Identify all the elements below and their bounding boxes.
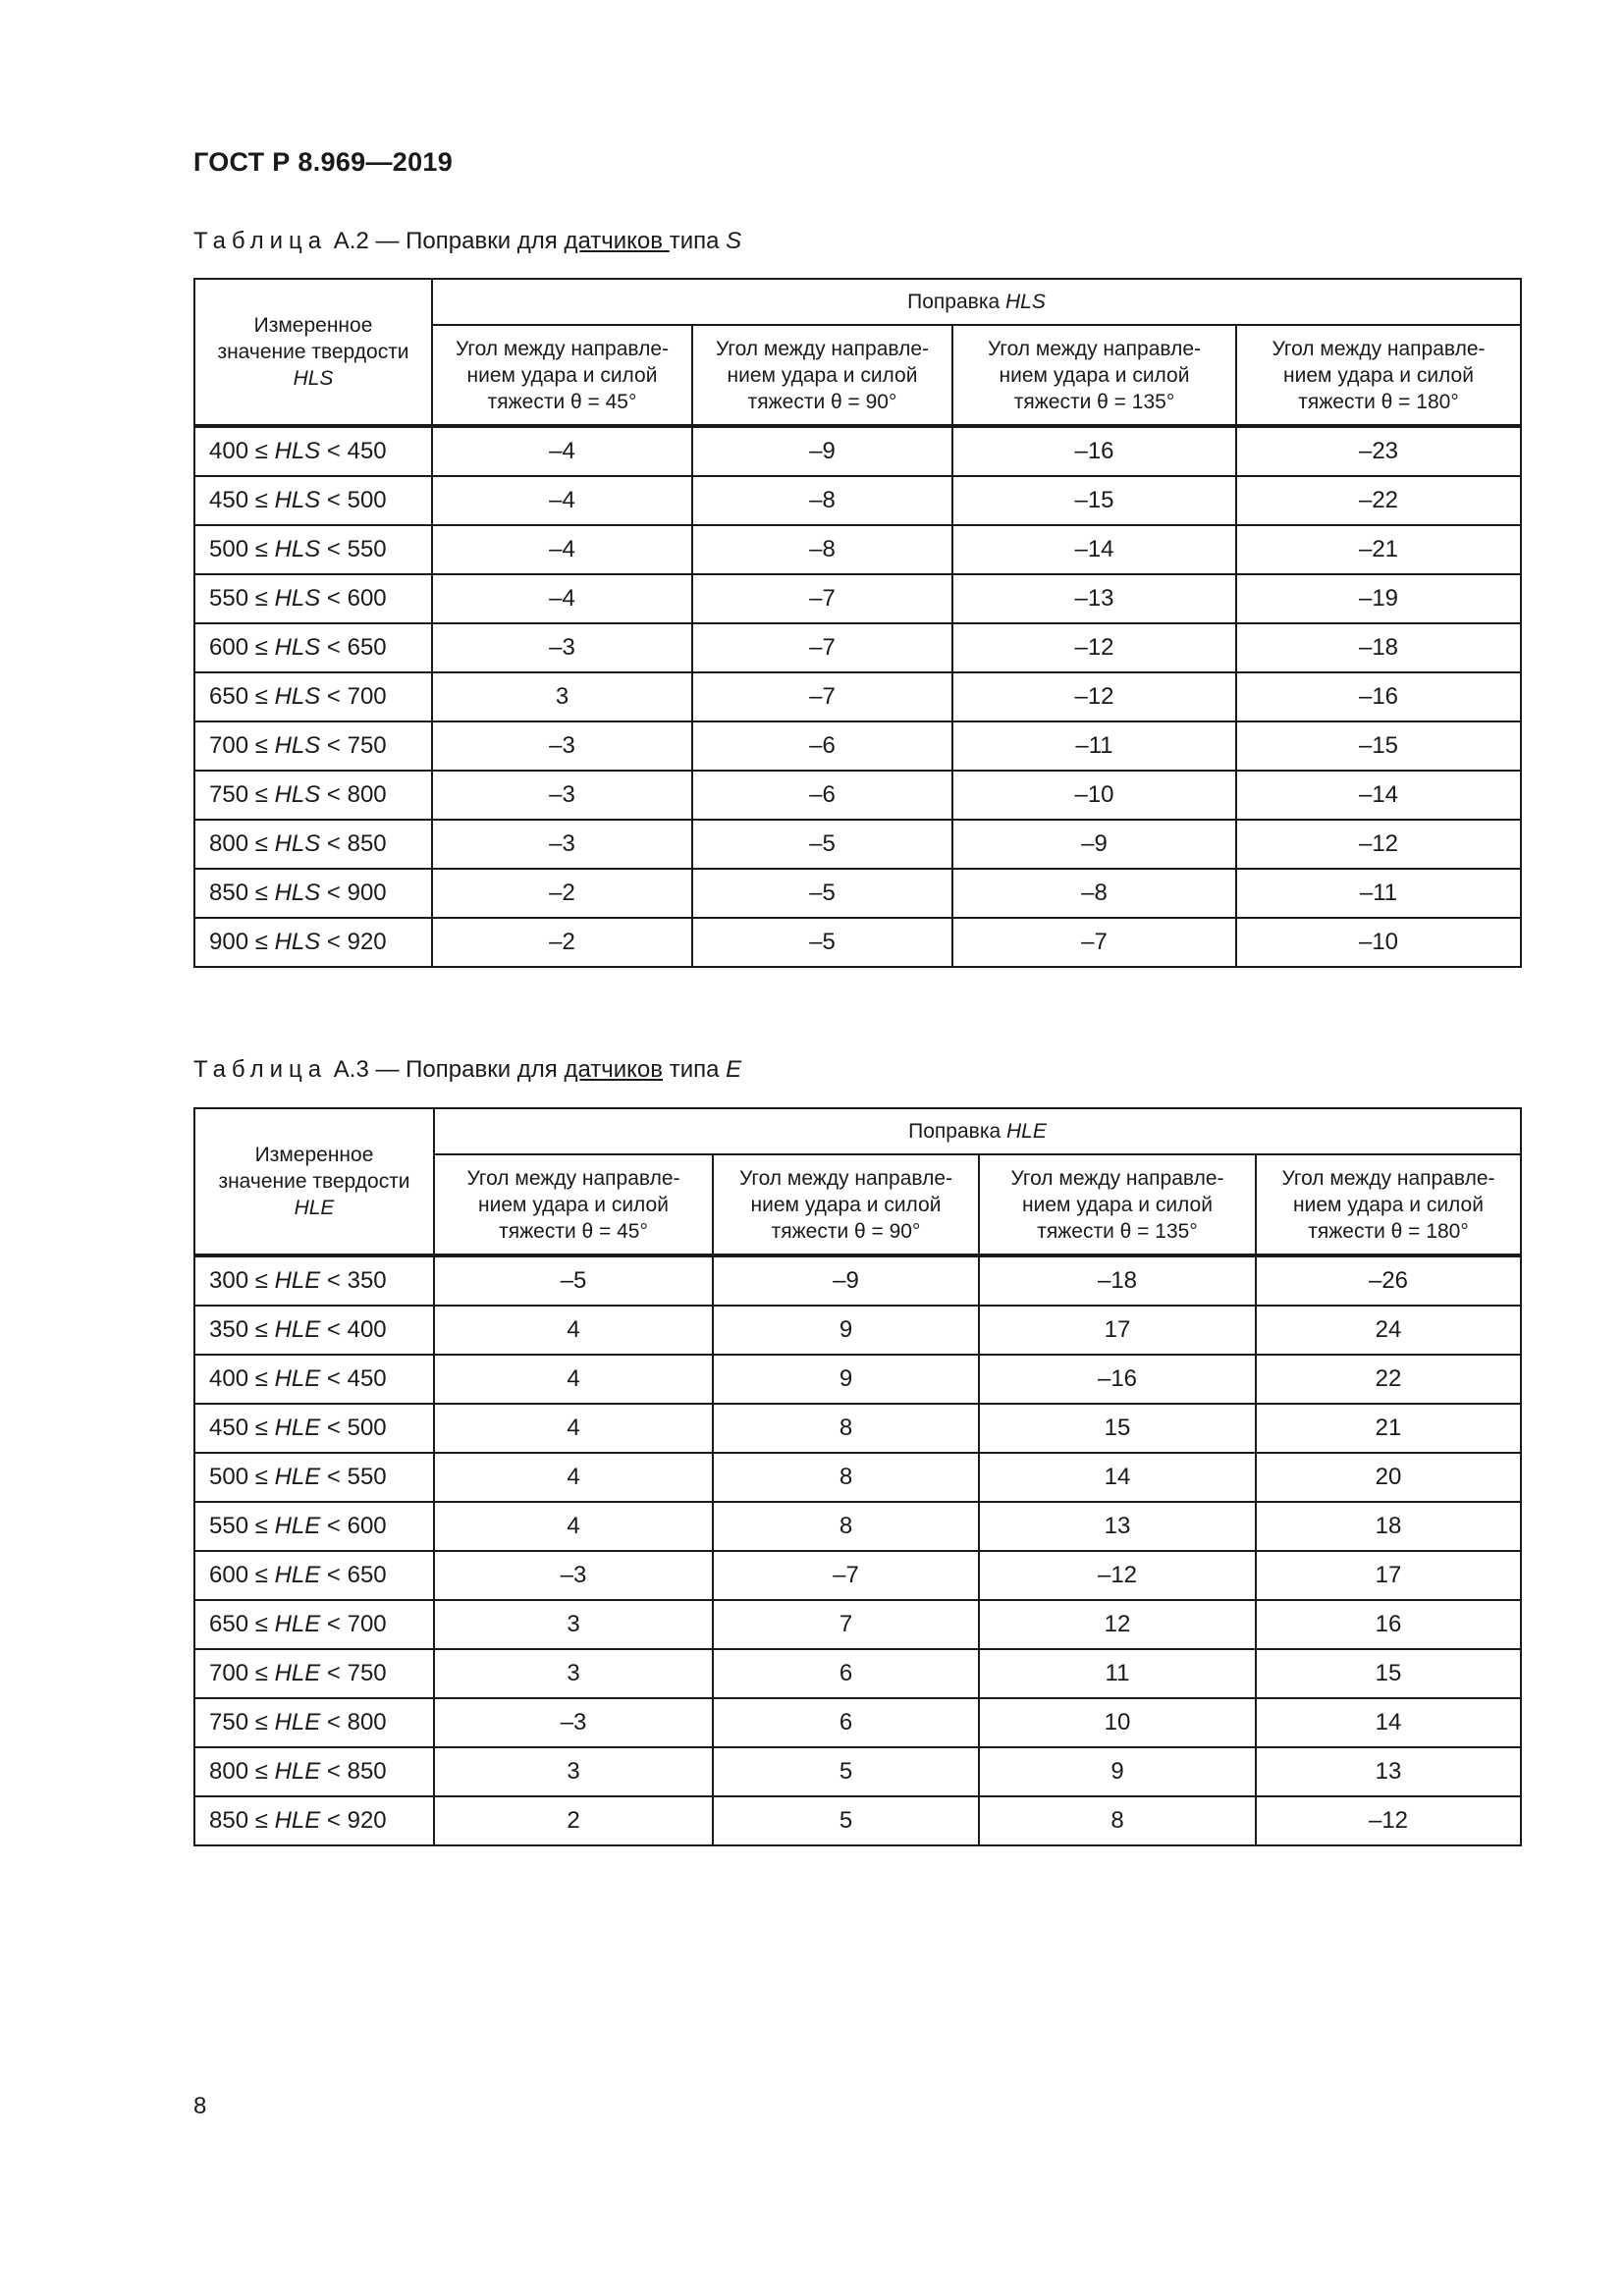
correction-value: 4 bbox=[434, 1306, 713, 1355]
correction-value: –21 bbox=[1236, 525, 1521, 574]
correction-value: –15 bbox=[952, 476, 1236, 525]
angle-line: нием удара и силой bbox=[1022, 1193, 1213, 1216]
correction-value: 3 bbox=[434, 1747, 713, 1796]
range-lo: 800 ≤ bbox=[209, 1758, 275, 1785]
correction-value: 4 bbox=[434, 1453, 713, 1502]
range-hi: < 650 bbox=[320, 634, 387, 661]
caption-tail: типа bbox=[663, 1056, 727, 1083]
correction-value: –12 bbox=[952, 672, 1236, 721]
range-hi: < 500 bbox=[320, 487, 387, 513]
range-scale: HLE bbox=[274, 1464, 321, 1490]
correction-value: 20 bbox=[1256, 1453, 1521, 1502]
correction-prefix: Поправка bbox=[907, 290, 1005, 313]
correction-value: 13 bbox=[979, 1502, 1256, 1551]
correction-value: –11 bbox=[952, 721, 1236, 771]
corner-line: Измеренное bbox=[254, 1144, 374, 1166]
range-lo: 300 ≤ bbox=[209, 1267, 275, 1294]
range-scale: HLE bbox=[274, 1267, 321, 1294]
range-scale: HLS bbox=[274, 732, 321, 759]
corner-line: значение твердости bbox=[218, 1170, 410, 1193]
correction-value: –7 bbox=[692, 672, 952, 721]
document-header: ГОСТ Р 8.969—2019 bbox=[193, 147, 454, 177]
correction-value: –4 bbox=[432, 525, 692, 574]
correction-value: 9 bbox=[713, 1355, 979, 1404]
correction-value: –18 bbox=[979, 1255, 1256, 1306]
range-scale: HLS bbox=[274, 487, 321, 513]
table-a3-body bbox=[194, 1255, 1521, 1845]
correction-value: 22 bbox=[1256, 1355, 1521, 1404]
correction-value: 6 bbox=[713, 1649, 979, 1698]
table-row bbox=[194, 1796, 1521, 1845]
caption-tail: типа bbox=[669, 228, 727, 254]
correction-value: 14 bbox=[1256, 1698, 1521, 1747]
range-lo: 850 ≤ bbox=[209, 1807, 275, 1834]
page-number: 8 bbox=[193, 2093, 207, 2119]
range-lo: 500 ≤ bbox=[209, 536, 275, 562]
angle-line: Угол между направле- bbox=[1010, 1166, 1224, 1190]
correction-value: –3 bbox=[432, 771, 692, 820]
table-a2 bbox=[193, 278, 1522, 968]
correction-value: 8 bbox=[713, 1502, 979, 1551]
correction-value: –5 bbox=[692, 820, 952, 869]
table-a3 bbox=[193, 1107, 1522, 1846]
correction-value: 17 bbox=[1256, 1551, 1521, 1600]
angle-line: Угол между направле- bbox=[987, 337, 1202, 360]
table-row bbox=[194, 721, 1521, 771]
caption-word: Таблица bbox=[193, 228, 328, 254]
range-cell bbox=[194, 525, 432, 574]
range-scale: HLS bbox=[274, 536, 321, 562]
correction-value: –16 bbox=[1236, 672, 1521, 721]
correction-value: –7 bbox=[713, 1551, 979, 1600]
correction-value: –7 bbox=[692, 574, 952, 623]
table-row bbox=[194, 1698, 1521, 1747]
range-scale: HLE bbox=[274, 1709, 321, 1735]
correction-value: –14 bbox=[952, 525, 1236, 574]
correction-value: –3 bbox=[434, 1698, 713, 1747]
correction-value: 8 bbox=[713, 1453, 979, 1502]
correction-value: –5 bbox=[692, 869, 952, 918]
correction-value: 9 bbox=[713, 1306, 979, 1355]
table-row bbox=[194, 1404, 1521, 1453]
correction-value: 15 bbox=[1256, 1649, 1521, 1698]
range-scale: HLS bbox=[274, 781, 321, 808]
correction-value: 7 bbox=[713, 1600, 979, 1649]
range-lo: 700 ≤ bbox=[209, 732, 275, 759]
correction-value: 3 bbox=[434, 1649, 713, 1698]
correction-value: 24 bbox=[1256, 1306, 1521, 1355]
table-row bbox=[194, 525, 1521, 574]
range-scale: HLE bbox=[274, 1513, 321, 1539]
correction-value: 17 bbox=[979, 1306, 1256, 1355]
range-hi: < 450 bbox=[320, 1365, 387, 1392]
correction-scale: HLS bbox=[1004, 290, 1046, 313]
caption-word: Таблица bbox=[193, 1056, 328, 1083]
angle-header bbox=[434, 1154, 713, 1255]
range-hi: < 750 bbox=[320, 1660, 387, 1686]
angle-line: Угол между направле- bbox=[455, 337, 670, 360]
correction-value: –6 bbox=[692, 721, 952, 771]
range-cell bbox=[194, 1600, 434, 1649]
correction-value: –12 bbox=[1256, 1796, 1521, 1845]
angle-header bbox=[1256, 1154, 1521, 1255]
corner-line: Измеренное bbox=[253, 314, 373, 337]
angle-header bbox=[952, 325, 1236, 426]
correction-value: –14 bbox=[1236, 771, 1521, 820]
correction-header bbox=[434, 1108, 1521, 1154]
table-row bbox=[194, 1306, 1521, 1355]
range-cell bbox=[194, 1306, 434, 1355]
range-lo: 500 ≤ bbox=[209, 1464, 275, 1490]
angle-line: тяжести θ = 45° bbox=[499, 1219, 648, 1243]
range-cell bbox=[194, 1551, 434, 1600]
range-hi: < 800 bbox=[320, 1709, 387, 1735]
range-cell bbox=[194, 1649, 434, 1698]
angle-line: Угол между направле- bbox=[1281, 1166, 1495, 1190]
correction-value: 21 bbox=[1256, 1404, 1521, 1453]
range-hi: < 700 bbox=[320, 1611, 387, 1637]
correction-value: –19 bbox=[1236, 574, 1521, 623]
range-cell bbox=[194, 574, 432, 623]
range-cell bbox=[194, 1453, 434, 1502]
angle-line: нием удара и силой bbox=[727, 363, 918, 387]
correction-value: –12 bbox=[979, 1551, 1256, 1600]
range-cell bbox=[194, 672, 432, 721]
angle-line: нием удара и силой bbox=[999, 363, 1190, 387]
correction-value: –5 bbox=[434, 1255, 713, 1306]
correction-value: –4 bbox=[432, 426, 692, 476]
correction-value: 5 bbox=[713, 1747, 979, 1796]
correction-value: –23 bbox=[1236, 426, 1521, 476]
table-a2-body bbox=[194, 426, 1521, 967]
correction-value: –9 bbox=[713, 1255, 979, 1306]
table-row bbox=[194, 1255, 1521, 1306]
table-row bbox=[194, 1355, 1521, 1404]
angle-line: тяжести θ = 45° bbox=[487, 390, 637, 413]
correction-value: –12 bbox=[952, 623, 1236, 672]
range-scale: HLE bbox=[274, 1562, 321, 1588]
angle-line: тяжести θ = 180° bbox=[1298, 390, 1459, 413]
angle-line: нием удара и силой bbox=[1283, 363, 1474, 387]
range-cell bbox=[194, 623, 432, 672]
correction-value: –16 bbox=[952, 426, 1236, 476]
correction-value: 10 bbox=[979, 1698, 1256, 1747]
range-hi: < 920 bbox=[320, 1807, 387, 1834]
table-row bbox=[194, 1747, 1521, 1796]
correction-value: –3 bbox=[432, 623, 692, 672]
range-hi: < 700 bbox=[320, 683, 387, 710]
table-a3-caption bbox=[193, 1056, 741, 1084]
correction-value: –3 bbox=[432, 820, 692, 869]
correction-value: –3 bbox=[434, 1551, 713, 1600]
range-hi: < 550 bbox=[320, 1464, 387, 1490]
table-row bbox=[194, 623, 1521, 672]
table-row bbox=[194, 1502, 1521, 1551]
correction-value: 14 bbox=[979, 1453, 1256, 1502]
correction-value: –11 bbox=[1236, 869, 1521, 918]
angle-line: Угол между направле- bbox=[466, 1166, 680, 1190]
correction-value: –26 bbox=[1256, 1255, 1521, 1306]
caption-number: А.2 bbox=[333, 228, 369, 254]
range-hi: < 400 bbox=[320, 1316, 387, 1343]
correction-value: –2 bbox=[432, 918, 692, 967]
range-cell bbox=[194, 1747, 434, 1796]
caption-text: — Поправки для bbox=[368, 1056, 565, 1083]
range-scale: HLS bbox=[274, 585, 321, 612]
correction-value: 15 bbox=[979, 1404, 1256, 1453]
range-lo: 650 ≤ bbox=[209, 1611, 275, 1637]
range-hi: < 900 bbox=[320, 880, 387, 906]
range-hi: < 850 bbox=[320, 830, 387, 857]
caption-underlined-word: датчиков bbox=[564, 1056, 664, 1083]
range-scale: HLS bbox=[274, 830, 321, 857]
range-hi: < 350 bbox=[320, 1267, 387, 1294]
range-hi: < 920 bbox=[320, 929, 387, 955]
correction-value: 18 bbox=[1256, 1502, 1521, 1551]
correction-value: –5 bbox=[692, 918, 952, 967]
range-scale: HLS bbox=[274, 683, 321, 710]
range-cell bbox=[194, 1255, 434, 1306]
angle-header bbox=[713, 1154, 979, 1255]
correction-value: 4 bbox=[434, 1355, 713, 1404]
correction-value: –4 bbox=[432, 574, 692, 623]
range-hi: < 850 bbox=[320, 1758, 387, 1785]
range-lo: 850 ≤ bbox=[209, 880, 275, 906]
range-hi: < 600 bbox=[320, 585, 387, 612]
table-row bbox=[194, 1649, 1521, 1698]
angle-line: тяжести θ = 90° bbox=[771, 1219, 921, 1243]
range-cell bbox=[194, 1502, 434, 1551]
table-row bbox=[194, 574, 1521, 623]
correction-value: –10 bbox=[1236, 918, 1521, 967]
angle-header bbox=[1236, 325, 1521, 426]
angle-line: нием удара и силой bbox=[750, 1193, 942, 1216]
range-cell bbox=[194, 1698, 434, 1747]
caption-text: — Поправки для bbox=[368, 228, 565, 254]
angle-header bbox=[432, 325, 692, 426]
range-cell bbox=[194, 869, 432, 918]
correction-value: –18 bbox=[1236, 623, 1521, 672]
range-scale: HLS bbox=[274, 929, 321, 955]
angle-line: Угол между направле- bbox=[715, 337, 930, 360]
correction-scale: HLE bbox=[1005, 1119, 1047, 1143]
corner-scale: HLE bbox=[294, 1197, 335, 1219]
caption-sensor-type: E bbox=[726, 1056, 742, 1083]
range-lo: 450 ≤ bbox=[209, 487, 275, 513]
correction-value: –16 bbox=[979, 1355, 1256, 1404]
range-scale: HLE bbox=[274, 1807, 321, 1834]
range-hi: < 500 bbox=[320, 1415, 387, 1441]
angle-line: тяжести θ = 180° bbox=[1308, 1219, 1469, 1243]
angle-line: тяжести θ = 135° bbox=[1013, 390, 1175, 413]
range-scale: HLE bbox=[274, 1316, 321, 1343]
range-lo: 650 ≤ bbox=[209, 683, 275, 710]
angle-line: тяжести θ = 135° bbox=[1037, 1219, 1198, 1243]
corner-header bbox=[194, 1108, 434, 1255]
correction-value: 11 bbox=[979, 1649, 1256, 1698]
caption-underlined-word: датчиков bbox=[564, 228, 670, 254]
correction-header bbox=[432, 279, 1521, 325]
corner-scale: HLS bbox=[293, 367, 334, 390]
correction-value: 3 bbox=[434, 1600, 713, 1649]
range-scale: HLE bbox=[274, 1365, 321, 1392]
correction-value: 3 bbox=[432, 672, 692, 721]
angle-line: нием удара и силой bbox=[478, 1193, 669, 1216]
angle-line: Угол между направле- bbox=[738, 1166, 953, 1190]
range-cell bbox=[194, 426, 432, 476]
table-row bbox=[194, 1453, 1521, 1502]
range-lo: 600 ≤ bbox=[209, 1562, 275, 1588]
angle-header bbox=[692, 325, 952, 426]
correction-value: –9 bbox=[692, 426, 952, 476]
range-hi: < 800 bbox=[320, 781, 387, 808]
range-lo: 700 ≤ bbox=[209, 1660, 275, 1686]
range-lo: 750 ≤ bbox=[209, 1709, 275, 1735]
table-row bbox=[194, 869, 1521, 918]
correction-value: 4 bbox=[434, 1502, 713, 1551]
correction-value: 12 bbox=[979, 1600, 1256, 1649]
range-lo: 550 ≤ bbox=[209, 1513, 275, 1539]
table-row bbox=[194, 771, 1521, 820]
table-row bbox=[194, 672, 1521, 721]
correction-value: 2 bbox=[434, 1796, 713, 1845]
range-hi: < 750 bbox=[320, 732, 387, 759]
correction-value: –8 bbox=[692, 476, 952, 525]
angle-line: Угол между направле- bbox=[1272, 337, 1486, 360]
correction-value: 16 bbox=[1256, 1600, 1521, 1649]
range-scale: HLE bbox=[274, 1758, 321, 1785]
correction-value: –12 bbox=[1236, 820, 1521, 869]
correction-value: –8 bbox=[692, 525, 952, 574]
range-lo: 550 ≤ bbox=[209, 585, 275, 612]
caption-sensor-type: S bbox=[726, 228, 742, 254]
range-cell bbox=[194, 820, 432, 869]
range-lo: 600 ≤ bbox=[209, 634, 275, 661]
corner-line: значение твердости bbox=[217, 341, 409, 363]
correction-value: 5 bbox=[713, 1796, 979, 1845]
range-lo: 450 ≤ bbox=[209, 1415, 275, 1441]
correction-value: –13 bbox=[952, 574, 1236, 623]
correction-value: 8 bbox=[713, 1404, 979, 1453]
range-lo: 400 ≤ bbox=[209, 438, 275, 464]
range-lo: 350 ≤ bbox=[209, 1316, 275, 1343]
angle-header bbox=[979, 1154, 1256, 1255]
table-row bbox=[194, 476, 1521, 525]
range-cell bbox=[194, 721, 432, 771]
range-scale: HLE bbox=[274, 1415, 321, 1441]
correction-value: 8 bbox=[979, 1796, 1256, 1845]
caption-number: А.3 bbox=[333, 1056, 369, 1083]
range-lo: 750 ≤ bbox=[209, 781, 275, 808]
correction-value: –8 bbox=[952, 869, 1236, 918]
range-cell bbox=[194, 918, 432, 967]
range-hi: < 550 bbox=[320, 536, 387, 562]
range-cell bbox=[194, 771, 432, 820]
range-scale: HLE bbox=[274, 1660, 321, 1686]
angle-line: нием удара и силой bbox=[1293, 1193, 1484, 1216]
correction-prefix: Поправка bbox=[908, 1119, 1006, 1143]
range-cell bbox=[194, 1355, 434, 1404]
range-scale: HLE bbox=[274, 1611, 321, 1637]
table-a2-caption bbox=[193, 228, 741, 255]
range-lo: 900 ≤ bbox=[209, 929, 275, 955]
correction-value: 4 bbox=[434, 1404, 713, 1453]
range-scale: HLS bbox=[274, 880, 321, 906]
correction-value: –4 bbox=[432, 476, 692, 525]
table-row bbox=[194, 426, 1521, 476]
correction-value: –6 bbox=[692, 771, 952, 820]
table-row bbox=[194, 820, 1521, 869]
correction-value: –7 bbox=[692, 623, 952, 672]
correction-value: –15 bbox=[1236, 721, 1521, 771]
correction-value: –7 bbox=[952, 918, 1236, 967]
range-cell bbox=[194, 1404, 434, 1453]
angle-line: нием удара и силой bbox=[466, 363, 658, 387]
correction-value: –3 bbox=[432, 721, 692, 771]
angle-line: тяжести θ = 90° bbox=[747, 390, 897, 413]
corner-header bbox=[194, 279, 432, 426]
correction-value: –22 bbox=[1236, 476, 1521, 525]
correction-value: 6 bbox=[713, 1698, 979, 1747]
table-row bbox=[194, 1551, 1521, 1600]
range-hi: < 450 bbox=[320, 438, 387, 464]
correction-value: 9 bbox=[979, 1747, 1256, 1796]
range-cell bbox=[194, 1796, 434, 1845]
table-row bbox=[194, 1600, 1521, 1649]
correction-value: –9 bbox=[952, 820, 1236, 869]
correction-value: 13 bbox=[1256, 1747, 1521, 1796]
range-scale: HLS bbox=[274, 634, 321, 661]
table-row bbox=[194, 918, 1521, 967]
range-hi: < 600 bbox=[320, 1513, 387, 1539]
correction-value: –2 bbox=[432, 869, 692, 918]
range-lo: 400 ≤ bbox=[209, 1365, 275, 1392]
range-lo: 800 ≤ bbox=[209, 830, 275, 857]
range-hi: < 650 bbox=[320, 1562, 387, 1588]
correction-value: –10 bbox=[952, 771, 1236, 820]
range-cell bbox=[194, 476, 432, 525]
range-scale: HLS bbox=[274, 438, 321, 464]
